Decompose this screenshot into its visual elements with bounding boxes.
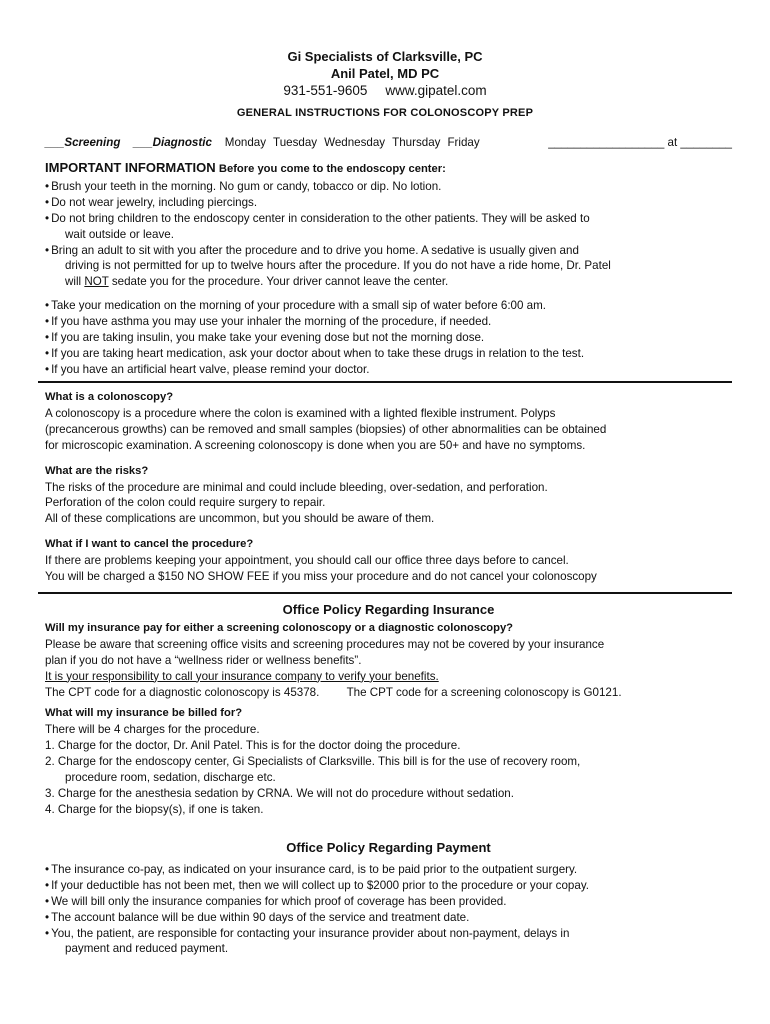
day-monday[interactable]: Monday [224, 136, 267, 149]
doctor-name: Anil Patel, MD PC [330, 66, 440, 81]
list-item: • If you have an artificial heart valve, please remind your doctor. [45, 362, 732, 378]
at-label: at [667, 136, 678, 149]
insurance-title: Office Policy Regarding Insurance [282, 602, 495, 617]
emphasis-not: NOT [84, 275, 109, 289]
question-heading: Will my insurance pay for either a screening colonoscopy or a diagnostic colonoscopy? [45, 621, 514, 634]
answer-line: 2. Charge for the endoscopy center, Gi Specialists of Clarksville. This bill is for the use of recovery room, [45, 755, 581, 769]
divider [38, 381, 732, 383]
divider [38, 592, 732, 594]
day-wednesday[interactable]: Wednesday [324, 136, 386, 149]
list-item: • If your deductible has not been met, then we will collect up to $2000 prior to the procedure or your copay. [45, 878, 732, 894]
answer-line: Perforation of the colon could require surgery to repair. [45, 496, 326, 510]
list-item: • Bring an adult to sit with you after the procedure and to drive you home. A sedative is usually given and [45, 243, 732, 259]
list-item: • The insurance co-pay, as indicated on your insurance card, is to be paid prior to the outpatient surgery. [45, 862, 732, 878]
insurance-section [45, 602, 732, 818]
answer-line: If there are problems keeping your appointment, you should call our office three days before to cancel. [45, 554, 569, 568]
diagnostic-option[interactable]: ___Diagnostic [133, 136, 212, 149]
question-heading: What are the risks? [45, 464, 149, 477]
important-subheading: Before you come to the endoscopy center: [218, 163, 446, 175]
list-item: • We will bill only the insurance companies for which proof of coverage has been provided. [45, 894, 732, 910]
day-friday[interactable]: Friday [447, 136, 480, 149]
list-item: • You, the patient, are responsible for contacting your insurance provider about non-payment, delays in [45, 926, 732, 942]
payment-section [45, 840, 732, 957]
list-item: • Do not bring children to the endoscopy center in consideration to the other patients. They will be asked to [45, 211, 732, 227]
answer-line: plan if you do not have a “wellness rider or wellness benefits”. [45, 653, 362, 667]
list-item-continued: driving is not permitted for up to twelve hours after the procedure. If you do not have a ride home, Dr. Patel [65, 259, 611, 273]
list-item: • Brush your teeth in the morning. No gum or candy, tobacco or dip. No lotion. [45, 179, 732, 195]
payment-title: Office Policy Regarding Payment [286, 840, 491, 855]
list-item: • Do not wear jewelry, including piercings. [45, 195, 732, 211]
question-heading: What will my insurance be billed for? [45, 707, 243, 720]
answer-line: The risks of the procedure are minimal and could include bleeding, over-sedation, and perforation. [45, 480, 548, 494]
practice-name: Gi Specialists of Clarksville, PC [287, 49, 483, 64]
important-heading: IMPORTANT INFORMATION [45, 160, 216, 175]
day-tuesday[interactable]: Tuesday [273, 136, 318, 149]
day-thursday[interactable]: Thursday [392, 136, 441, 149]
answer-line: (precancerous growths) can be removed and small samples (biopsies) of other abnormalities can be obtained [45, 422, 607, 436]
list-item-continued: wait outside or leave. [65, 227, 174, 241]
text-fragment: sedate you for the procedure. Your driver cannot leave the center. [111, 275, 449, 289]
list-item-continued [45, 274, 732, 290]
question-heading: What is a colonoscopy? [45, 391, 174, 403]
schedule-line [45, 135, 732, 151]
phone-number: 931-551-9605 [283, 83, 368, 98]
cpt-screening: The CPT code for a screening colonoscopy is G0121. [346, 685, 622, 699]
date-blank[interactable]: __________________ [548, 136, 665, 149]
answer-line: You will be charged a $150 NO SHOW FEE if you miss your procedure and do not cancel your colonoscopy [45, 570, 597, 584]
contact-line [0, 82, 770, 99]
answer-line: Please be aware that screening office visits and screening procedures may not be covered by your insurance [45, 637, 605, 651]
faq-section [45, 390, 732, 585]
answer-line-continued: procedure room, sedation, discharge etc. [65, 771, 276, 785]
website: www.gipatel.com [385, 83, 487, 98]
cpt-diagnostic: The CPT code for a diagnostic colonoscopy is 45378. [45, 685, 320, 699]
text-fragment: will [65, 275, 82, 289]
list-item: • If you are taking heart medication, ask your doctor about when to take these drugs in relation to the test. [45, 346, 732, 362]
answer-line: 4. Charge for the biopsy(s), if one is taken. [45, 802, 264, 816]
list-item-continued: payment and reduced payment. [65, 942, 229, 956]
answer-line: 3. Charge for the anesthesia sedation by CRNA. We will not do procedure without sedation. [45, 786, 514, 800]
screening-option[interactable]: ___Screening [45, 136, 121, 149]
list-item: • If you have asthma you may use your inhaler the morning of the procedure, if needed. [45, 314, 732, 330]
answer-line: A colonoscopy is a procedure where the colon is examined with a lighted flexible instrument. Polyps [45, 406, 556, 420]
time-blank[interactable]: ________ [680, 136, 732, 149]
document-title: GENERAL INSTRUCTIONS FOR COLONOSCOPY PREP [236, 107, 534, 119]
cpt-codes [45, 685, 732, 701]
answer-line: There will be 4 charges for the procedure. [45, 723, 260, 737]
answer-line: All of these complications are uncommon, but you should be aware of them. [45, 512, 435, 526]
list-item: • Take your medication on the morning of your procedure with a small sip of water before 6:00 am. [45, 298, 732, 314]
question-heading: What if I want to cancel the procedure? [45, 538, 254, 551]
answer-line: 1. Charge for the doctor, Dr. Anil Patel. This is for the doctor doing the procedure. [45, 739, 461, 753]
list-item: • If you are taking insulin, you make take your evening dose but not the morning dose. [45, 330, 732, 346]
letterhead [0, 48, 770, 119]
responsibility-note: It is your responsibility to call your insurance company to verify your benefits. [45, 669, 439, 683]
important-section [45, 160, 732, 378]
answer-line: for microscopic examination. A screening colonoscopy is done when you are 50+ and have no symptoms. [45, 438, 586, 452]
list-item: • The account balance will be due within 90 days of the service and treatment date. [45, 910, 732, 926]
